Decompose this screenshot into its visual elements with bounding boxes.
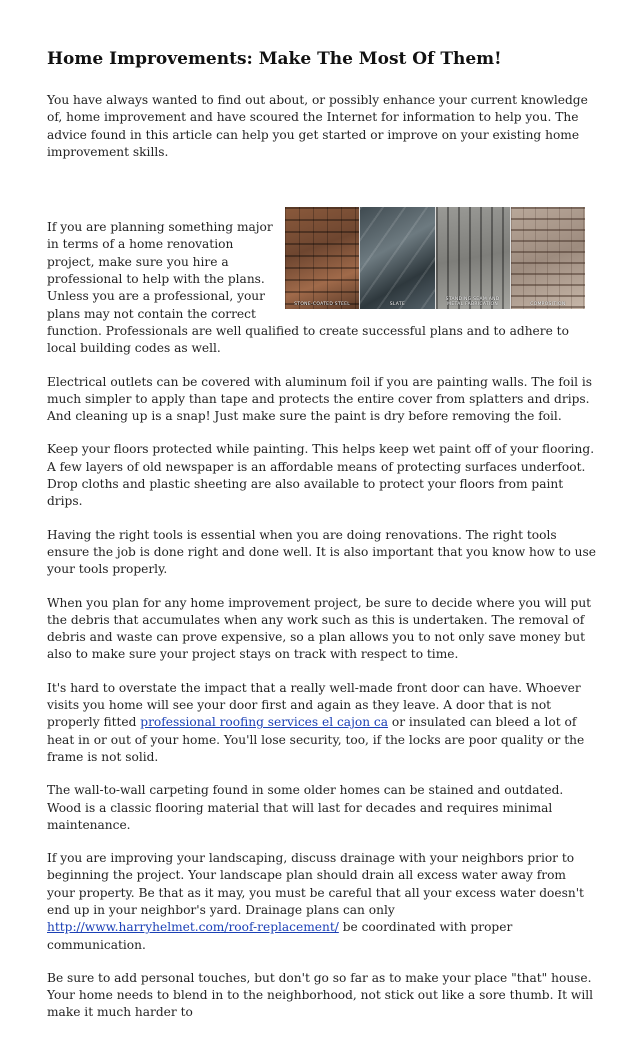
roofing-materials-image [285,207,585,309]
slate-swatch [360,207,435,309]
composition-swatch [511,207,585,309]
image-caption: STONE-COATED STEEL [294,302,351,308]
page-title: Home Improvements: Make The Most Of Them! [47,49,502,69]
paragraph-electrical-outlets: Electrical outlets can be covered with aluminum foil if you are painting walls. The foil is much simpler to apply than tape and protects the entire cover from splatters and drips. And cleaning up is a snap! Just make sure the paint is dry before removing the foil. [47,374,593,424]
paragraph-landscaping [47,850,597,954]
roofing-services-link[interactable]: professional roofing services el cajon ca [140,715,389,730]
paragraph-front-door [47,680,597,766]
paragraph-hire-professional: If you are planning something major in terms of a home renovation project, make sure you hire a professional to help with the plans. Unless you are a professional, your plans may not contain the correct function. Professionals are well qualified to create successful plans and to adhere to local building codes as well. [47,220,569,356]
paragraph-personal-touches: Be sure to add personal touches, but don't go so far as to make your place "that" house. Your home needs to blend in to the neighborhood, not stick out like a sore thumb. It will make it much harder to [47,970,594,1020]
paragraph-text: be coordinated with proper communication. [47,920,513,952]
paragraph-text: If you are improving your landscaping, discuss drainage with your neighbors prior to beginning the project. Your landscape plan should drain all excess water away from your property. Be that as it may, you must be careful that all your excess water doesn't end up in your neighbor's yard. Drainage plans can only [47,851,584,917]
document-page [47,48,597,1038]
intro-paragraph: You have always wanted to find out about, or possibly enhance your current knowledge of, home improvement and have scoured the Internet for information to help you. The advice found in this article can help you get started or improve on your existing home improvement skills. [47,93,588,159]
paragraph-protect-floors: Keep your floors protected while painting. This helps keep wet paint off of your flooring. A few layers of old newspaper is an affordable means of protecting surfaces underfoot. Drop cloths and plastic sheeting are also available to protect your floors from paint drips. [47,442,595,509]
image-caption: COMPOSITION [530,302,566,308]
paragraph-debris-plan: When you plan for any home improvement project, be sure to decide where you will put the debris that accumulates when any work such as this is undertaken. The removal of debris and waste can prove expensive, so a plan allows you to not only save money but also to make sure your project stays on track with respect to time. [47,595,592,662]
paragraph-carpeting: The wall-to-wall carpeting found in some older homes can be stained and outdated. Wood is a classic flooring material that will last for decades and requires minimal maintenance. [47,783,564,832]
paragraph-right-tools: Having the right tools is essential when you are doing renovations. The right tools ensure the job is done right and done well. It is also important that you know how to use your tools properly. [47,527,596,577]
image-caption: SLATE [389,302,406,308]
paragraph-text: or insulated can bleed a lot of heat in or out of your home. You'll lose security, too, if the locks are poor quality or the frame is not solid. [47,715,585,764]
stone-coated-steel-swatch [285,207,360,309]
image-caption: STANDING SEAM AND METAL FABRICATION [445,297,500,308]
roof-replacement-link[interactable]: http://www.harryhelmet.com/roof-replacement/ [47,920,339,935]
paragraph-text: It's hard to overstate the impact that a really well-made front door can have. Whoever visits you home will see your door first and again as they leave. A door that is not properly fitted [47,680,581,730]
standing-seam-swatch [436,207,511,309]
